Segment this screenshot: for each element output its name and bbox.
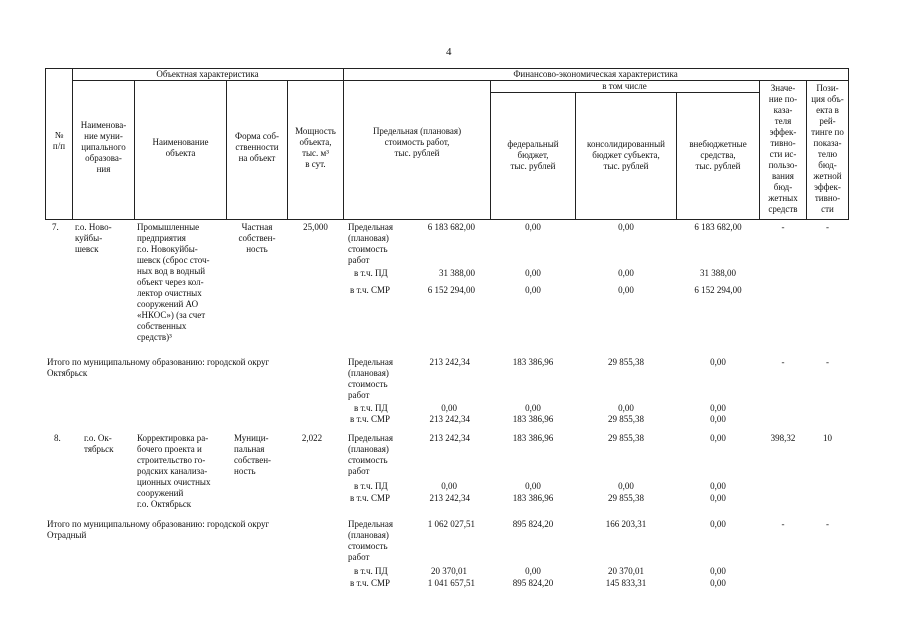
row-ownership: Частная собствен- ность: [238, 222, 276, 254]
row-smr-federal: 183 386,96: [512, 493, 554, 503]
row-smr-consolidated: 29 855,38: [608, 493, 644, 503]
total-cost-label: Предельная (плановая) стоимость работ: [348, 519, 393, 562]
row-ownership: Муници- пальная собствен- ность: [234, 433, 272, 476]
total-extrabudget: 0,00: [710, 357, 726, 367]
header-finance-group: Финансово-экономическая характеристика: [513, 69, 678, 79]
total-cost: 213 242,34: [429, 357, 470, 367]
total-smr-label: в т.ч. СМР: [350, 578, 391, 588]
row-smr-cost: 6 152 294,00: [427, 285, 475, 295]
row-capacity: 2,022: [301, 433, 323, 443]
row-number: 7.: [52, 222, 59, 232]
header-col-federal: федеральный бюджет, тыс. рублей: [507, 139, 559, 171]
total-rating-position: -: [826, 519, 829, 529]
total-pd-cost: 0,00: [441, 403, 457, 413]
total-smr-label: в т.ч. СМР: [350, 414, 391, 424]
total-smr-consolidated: 29 855,38: [608, 414, 644, 424]
total-smr-federal: 895 824,20: [512, 578, 554, 588]
total-pd-consolidated: 20 370,01: [608, 566, 644, 576]
header-col-extrabudget: внебюджетные средства, тыс. рублей: [689, 139, 747, 171]
total-federal: 183 386,96: [512, 357, 554, 367]
row-cost-label: Предельная (плановая) стоимость работ: [348, 222, 393, 265]
total-smr-consolidated: 145 833,31: [605, 578, 647, 588]
total-smr-federal: 183 386,96: [512, 414, 554, 424]
row-smr-consolidated: 0,00: [618, 285, 634, 295]
total-pd-extrabudget: 0,00: [710, 566, 726, 576]
row-cost: 213 242,34: [429, 433, 470, 443]
row-smr-cost: 213 242,34: [429, 493, 470, 503]
header-col-ownership: Форма соб- ственности на объект: [235, 131, 279, 163]
total-pd-label: в т.ч. ПД: [354, 566, 388, 576]
header-col-no: № п/п: [52, 130, 66, 151]
row-object-name: Промышленные предприятия г.о. Новокуйбы- шевск (сброс сточ- ных вод в водный объект через кол- лектор очистных сооружений АО «НКОС») (за счет собственных средств)³: [137, 222, 210, 342]
row-pd-extrabudget: 0,00: [710, 481, 726, 491]
row-municipality: г.о. Ок- тябрьск: [84, 433, 114, 454]
row-consolidated: 0,00: [618, 222, 634, 232]
row-federal: 0,00: [525, 222, 541, 232]
row-federal: 183 386,96: [512, 433, 554, 443]
row-smr-extrabudget: 0,00: [710, 493, 726, 503]
total-title: Итого по муниципальному образованию: городской округ Отрадный: [47, 519, 270, 540]
row-rating-position: 10: [823, 433, 832, 443]
header-col-cost: Предельная (плановая) стоимость работ, тыс. рублей: [372, 126, 462, 158]
row-pd-extrabudget: 31 388,00: [700, 268, 736, 278]
total-pd-consolidated: 0,00: [618, 403, 634, 413]
row-cost-label: Предельная (плановая) стоимость работ: [348, 433, 393, 476]
total-cost-label: Предельная (плановая) стоимость работ: [348, 357, 393, 400]
row-pd-label: в т.ч. ПД: [354, 481, 388, 491]
total-title: Итого по муниципальному образованию: городской округ Октябрьск: [47, 357, 270, 378]
row-pd-cost: 0,00: [441, 481, 457, 491]
total-smr-extrabudget: 0,00: [710, 578, 726, 588]
total-cost: 1 062 027,51: [427, 519, 475, 529]
row-cost: 6 183 682,00: [427, 222, 475, 232]
row-consolidated: 29 855,38: [608, 433, 644, 443]
row-pd-federal: 0,00: [525, 268, 541, 278]
total-efficiency-value: -: [781, 357, 785, 367]
row-pd-federal: 0,00: [525, 481, 541, 491]
row-rating-position: -: [826, 222, 829, 232]
total-federal: 895 824,20: [512, 519, 554, 529]
page-number: 4: [446, 46, 452, 58]
header-incl: в том числе: [602, 81, 647, 91]
row-smr-extrabudget: 6 152 294,00: [694, 285, 742, 295]
row-efficiency-value: -: [781, 222, 785, 232]
total-consolidated: 166 203,31: [605, 519, 647, 529]
row-smr-federal: 0,00: [525, 285, 541, 295]
row-efficiency-value: 398,32: [770, 433, 796, 443]
header-col-object: Наименование объекта: [152, 137, 209, 158]
row-extrabudget: 6 183 682,00: [694, 222, 742, 232]
header-object-group: Объектная характеристика: [156, 69, 259, 79]
row-municipality: г.о. Ново- куйбы- шевск: [75, 222, 112, 254]
total-efficiency-value: -: [781, 519, 785, 529]
row-number: 8.: [54, 433, 61, 443]
total-pd-label: в т.ч. ПД: [354, 403, 388, 413]
row-capacity: 25,000: [303, 222, 328, 232]
row-pd-label: в т.ч. ПД: [354, 268, 388, 278]
row-smr-label: в т.ч. СМР: [350, 493, 391, 503]
header-col-efficiency-value: Значе- ние по- каза- теля эффек- тивно- сти ис- пользо- вания бюд- жетных средств: [768, 83, 798, 214]
row-extrabudget: 0,00: [710, 433, 726, 443]
header-col-capacity: Мощность объекта, тыс. м³ в сут.: [295, 126, 336, 169]
total-pd-federal: 0,00: [525, 566, 541, 576]
row-pd-consolidated: 0,00: [618, 481, 634, 491]
total-consolidated: 29 855,38: [608, 357, 644, 367]
header-col-municipality: Наименова- ние муни- ципального образова- ния: [80, 120, 127, 174]
total-pd-federal: 0,00: [525, 403, 541, 413]
total-pd-cost: 20 370,01: [431, 566, 467, 576]
row-pd-consolidated: 0,00: [618, 268, 634, 278]
header-col-consolidated: консолидированный бюджет субъекта, тыс. рублей: [587, 139, 665, 171]
row-object-name: Корректировка ра- бочего проекта и строительство го- родских канализа- ционных очистных сооружений г.о. Октябрьск: [137, 433, 211, 509]
total-smr-cost: 213 242,34: [429, 414, 470, 424]
row-smr-label: в т.ч. СМР: [350, 285, 391, 295]
total-extrabudget: 0,00: [710, 519, 726, 529]
row-pd-cost: 31 388,00: [439, 268, 475, 278]
total-rating-position: -: [826, 357, 829, 367]
total-smr-cost: 1 041 657,51: [427, 578, 475, 588]
header-col-rating-position: Пози- ция объ- екта в рей- тинге по показа- телю бюд- жетной эффек- тивно- сти: [811, 83, 844, 214]
total-pd-extrabudget: 0,00: [710, 403, 726, 413]
total-smr-extrabudget: 0,00: [710, 414, 726, 424]
